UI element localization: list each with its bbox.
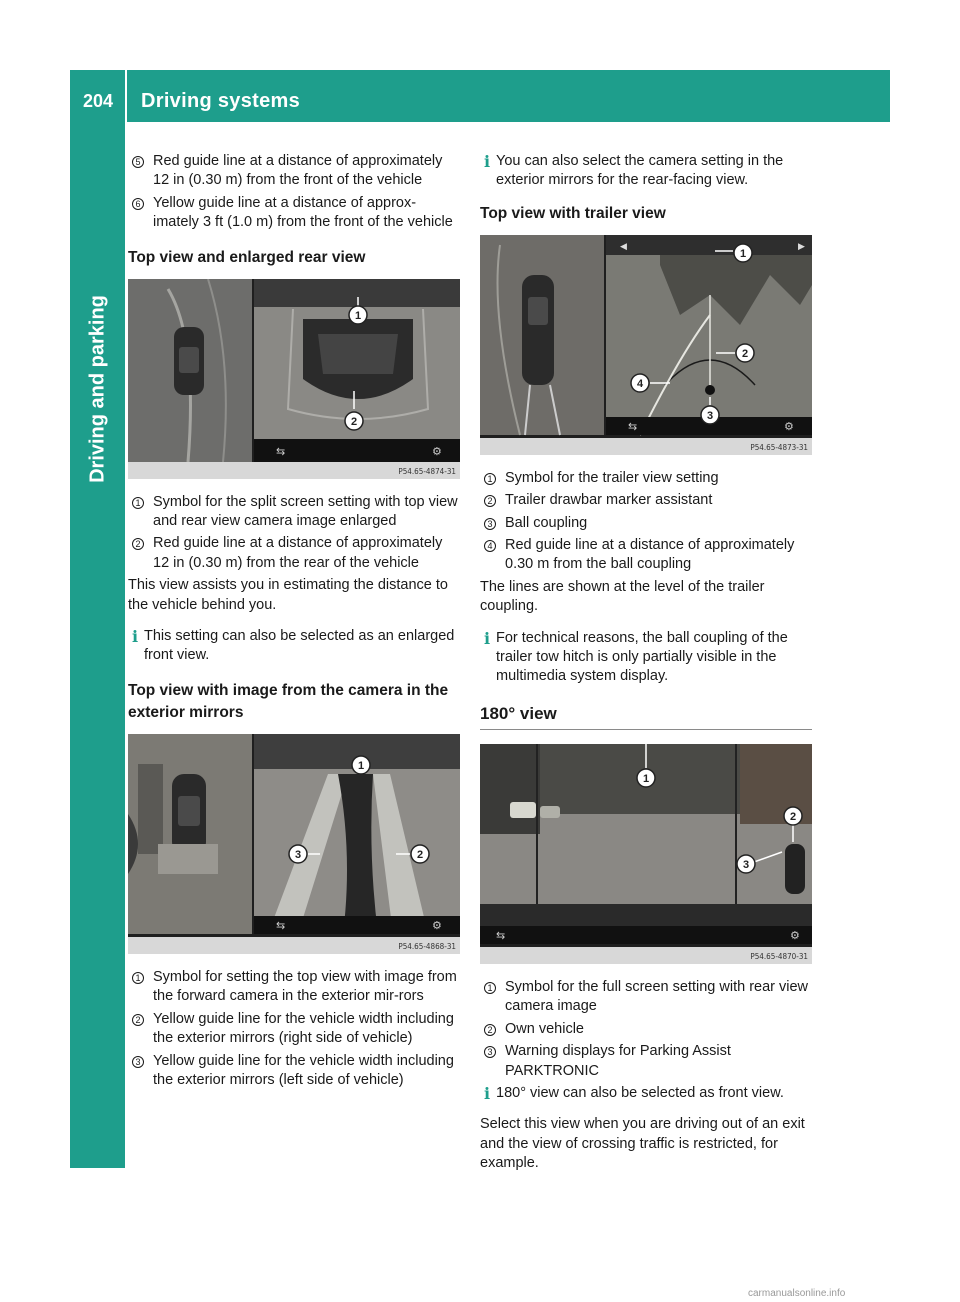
figure-180-view [480,744,812,964]
info-icon: i [483,1083,491,1103]
figure-code: P54.65-4873-31 [750,442,808,452]
info-note [480,1084,812,1103]
callout-marker: 1 [484,982,496,994]
list-item-text: Red guide line at a distance of approximately 12 in (0.30 m) from the front of the vehicle [153,153,443,189]
info-icon: i [483,628,491,648]
svg-text:3: 3 [742,858,750,871]
callout-marker: 2 [484,495,496,507]
svg-text:4: 4 [636,377,644,390]
section-heading: Top view with trailer view [480,204,666,222]
svg-text:⇆: ⇆ [276,919,286,932]
list-item [128,1010,460,1049]
callout-marker: 2 [484,1024,496,1036]
svg-text:3: 3 [706,409,714,422]
list-item [480,978,812,1017]
svg-text:3: 3 [294,848,302,861]
info-note-text: 180° view can also be selected as front view. [496,1084,784,1101]
list-item-text: Red guide line at a distance of approximately 0.30 m from the ball coupling [505,537,795,573]
figure-image [128,279,460,479]
svg-text:⇆: ⇆ [496,929,506,942]
list-item [480,536,812,575]
footer-url: carmanualsonline.info [748,1288,846,1299]
callout-marker: 4 [484,540,496,552]
side-tab [70,122,125,1168]
list-item-text: Symbol for the trailer view setting [505,469,719,486]
list-item-text: Symbol for setting the top view with image from the forward camera in the exterior mir-rors [153,968,457,1005]
figure-mirror-camera-view [128,734,460,954]
svg-text:1: 1 [642,772,650,785]
list-item [128,194,460,233]
info-note-text: This setting can also be selected as an enlarged front view. [144,628,455,664]
figure-trailer-view [480,235,812,455]
figure-code: P54.65-4870-31 [750,951,808,961]
callout-marker: 1 [132,972,144,984]
section-heading: 180° view [480,703,812,730]
info-icon: i [131,627,139,647]
list-item-text: Yellow guide line at a distance of approx-imately 3 ft (1.0 m) from the front of the vehicle [153,194,453,231]
list-item [480,1020,812,1039]
list-item [128,152,460,191]
section-title: Driving systems [141,90,301,112]
svg-text:2: 2 [416,848,424,861]
svg-text:2: 2 [741,347,749,360]
list-item-text: Warning displays for Parking Assist PARKTRONIC [505,1043,731,1079]
right-column [480,152,812,1186]
list-item-text: Yellow guide line for the vehicle width including the exterior mirrors (left side of vehicle) [153,1052,454,1088]
side-tab-label: Driving and parking [86,295,109,483]
page-number: 204 [83,91,114,111]
list-item-text: Ball coupling [505,514,588,531]
svg-text:⇆: ⇆ [628,420,638,433]
svg-text:⚙: ⚙ [784,420,794,433]
list-item [128,534,460,573]
info-note [480,629,812,687]
svg-text:2: 2 [789,810,797,823]
section-heading: Top view with image from the camera in the exterior mirrors [128,681,449,721]
list-item [128,968,460,1007]
svg-text:⇆: ⇆ [276,445,286,458]
list-item [480,1042,812,1081]
info-note-text: You can also select the camera setting in the exterior mirrors for the rear-facing view. [496,153,784,189]
left-column [128,152,460,1093]
svg-text:⚙: ⚙ [432,445,442,458]
svg-text:1: 1 [739,247,747,260]
figure-code: P54.65-4874-31 [398,466,456,476]
figure-image [128,734,460,954]
list-item [480,491,812,510]
list-item [128,493,460,532]
svg-text:2: 2 [350,415,358,428]
info-note [480,152,812,191]
list-item-text: Symbol for the split screen setting with top view and rear view camera image enlarged [153,493,458,530]
svg-text:1: 1 [357,759,365,772]
callout-marker: 1 [484,473,496,485]
svg-text:▶: ▶ [798,240,805,251]
callout-marker: 6 [132,198,144,210]
list-item-text: Symbol for the full screen setting with rear view camera image [505,978,809,1015]
callout-marker: 2 [132,538,144,550]
list-item [480,469,812,488]
body-paragraph: This view assists you in estimating the distance to the vehicle behind you. [128,577,448,613]
page-number-box [70,70,127,122]
callout-marker: 1 [132,497,144,509]
figure-image [480,235,812,455]
info-icon: i [483,152,491,171]
list-item [480,514,812,533]
section-heading: Top view and enlarged rear view [128,248,366,266]
info-note [128,627,460,666]
callout-marker: 5 [132,156,144,168]
figure-code: P54.65-4868-31 [398,941,456,951]
figure-top-rear-view [128,279,460,479]
figure-image [480,744,812,964]
svg-text:⚙: ⚙ [432,919,442,932]
callout-marker: 2 [132,1014,144,1026]
list-item [128,1052,460,1091]
body-paragraph: The lines are shown at the level of the trailer coupling. [480,578,765,615]
info-note-text: For technical reasons, the ball coupling of the trailer tow hitch is only partially visible in the multimedia system display. [496,629,788,685]
callout-marker: 3 [484,1046,496,1058]
svg-text:◀: ◀ [620,240,627,251]
svg-text:⚙: ⚙ [790,929,800,942]
list-item-text: Yellow guide line for the vehicle width including the exterior mirrors (right side of vehicle) [153,1010,454,1047]
list-item-text: Trailer drawbar marker assistant [505,492,713,509]
callout-marker: 3 [132,1056,144,1068]
list-item-text: Red guide line at a distance of approximately 12 in (0.30 m) from the rear of the vehicle [153,535,443,571]
callout-marker: 3 [484,518,496,530]
body-paragraph: Select this view when you are driving out of an exit and the view of crossing traffic is restricted, for example. [480,1116,805,1172]
list-item-text: Own vehicle [505,1020,584,1037]
page-header [70,70,890,122]
svg-text:1: 1 [354,309,362,322]
